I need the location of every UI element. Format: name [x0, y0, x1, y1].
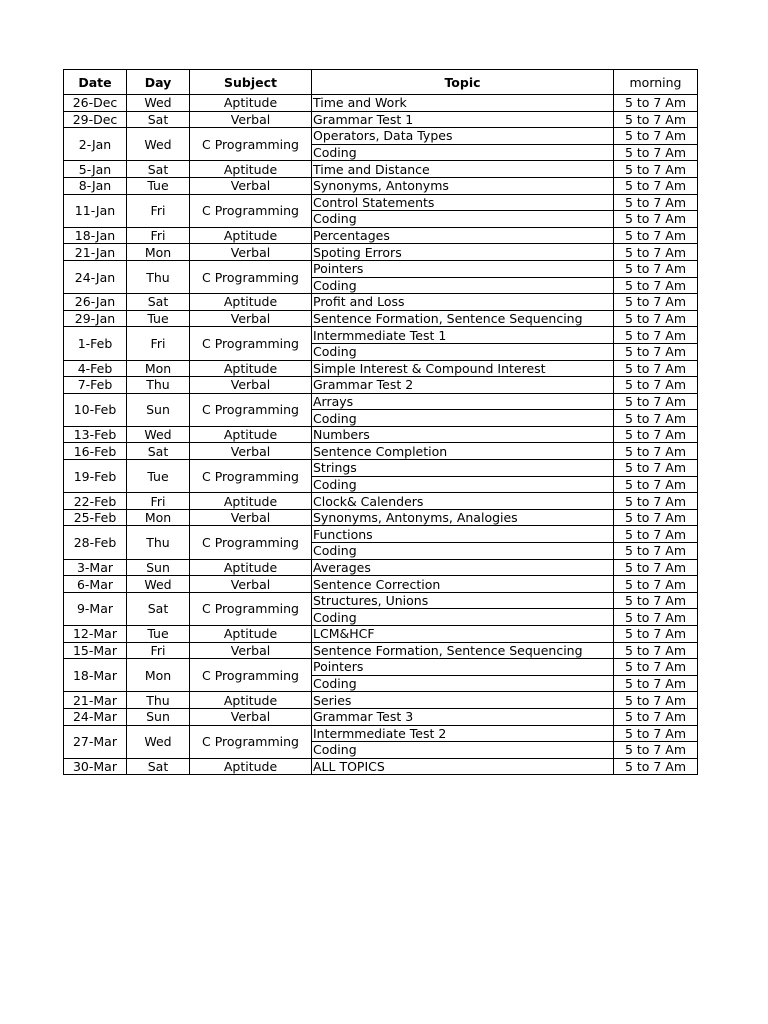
topic-cell: Sentence Formation, Sentence Sequencing — [312, 310, 614, 327]
topic-cell: Grammar Test 1 — [312, 111, 614, 128]
topic-cell: Time and Distance — [312, 161, 614, 178]
topic-cell: Intermmediate Test 1 — [312, 327, 614, 344]
time-cell: 5 to 7 Am — [614, 460, 698, 477]
topic-cell: Averages — [312, 559, 614, 576]
table-row — [64, 294, 698, 311]
topic-cell: Control Statements — [312, 194, 614, 211]
day-cell: Wed — [127, 576, 190, 593]
time-cell: 5 to 7 Am — [614, 592, 698, 609]
date-cell: 13-Feb — [64, 426, 127, 443]
topic-cell: Clock& Calenders — [312, 493, 614, 510]
subject-cell: C Programming — [190, 260, 312, 293]
table-row — [64, 377, 698, 394]
subject-cell: Aptitude — [190, 559, 312, 576]
time-cell: 5 to 7 Am — [614, 128, 698, 145]
day-cell: Fri — [127, 194, 190, 227]
day-cell: Tue — [127, 626, 190, 643]
subject-cell: Aptitude — [190, 426, 312, 443]
subject-cell: C Programming — [190, 526, 312, 559]
time-cell: 5 to 7 Am — [614, 377, 698, 394]
time-cell: 5 to 7 Am — [614, 310, 698, 327]
day-cell: Mon — [127, 244, 190, 261]
table-body — [64, 95, 698, 775]
topic-cell: Sentence Completion — [312, 443, 614, 460]
date-cell: 28-Feb — [64, 526, 127, 559]
subject-cell: C Programming — [190, 194, 312, 227]
day-cell: Fri — [127, 227, 190, 244]
topic-cell: ALL TOPICS — [312, 758, 614, 775]
subject-cell: Verbal — [190, 310, 312, 327]
topic-cell: Sentence Correction — [312, 576, 614, 593]
date-cell: 4-Feb — [64, 360, 127, 377]
time-cell: 5 to 7 Am — [614, 559, 698, 576]
day-cell: Tue — [127, 177, 190, 194]
time-cell: 5 to 7 Am — [614, 675, 698, 692]
subject-cell: C Programming — [190, 327, 312, 360]
subject-cell: Verbal — [190, 443, 312, 460]
table-row — [64, 111, 698, 128]
time-cell: 5 to 7 Am — [614, 543, 698, 560]
topic-cell: Coding — [312, 277, 614, 294]
day-cell: Mon — [127, 360, 190, 377]
day-cell: Thu — [127, 526, 190, 559]
date-cell: 29-Dec — [64, 111, 127, 128]
time-cell: 5 to 7 Am — [614, 609, 698, 626]
topic-cell: Pointers — [312, 659, 614, 676]
table-row — [64, 310, 698, 327]
time-cell: 5 to 7 Am — [614, 343, 698, 360]
time-cell: 5 to 7 Am — [614, 626, 698, 643]
table-row — [64, 692, 698, 709]
day-cell: Wed — [127, 95, 190, 112]
date-cell: 21-Jan — [64, 244, 127, 261]
time-cell: 5 to 7 Am — [614, 260, 698, 277]
topic-cell: Profit and Loss — [312, 294, 614, 311]
topic-cell: Synonyms, Antonyms, Analogies — [312, 509, 614, 526]
date-cell: 7-Feb — [64, 377, 127, 394]
topic-cell: Functions — [312, 526, 614, 543]
subject-cell: C Programming — [190, 659, 312, 692]
day-cell: Sat — [127, 592, 190, 625]
subject-cell: Aptitude — [190, 493, 312, 510]
topic-cell: Spoting Errors — [312, 244, 614, 261]
day-cell: Thu — [127, 692, 190, 709]
subject-cell: Verbal — [190, 177, 312, 194]
day-cell: Sun — [127, 393, 190, 426]
table-row — [64, 626, 698, 643]
day-cell: Sat — [127, 294, 190, 311]
day-cell: Sat — [127, 443, 190, 460]
time-cell: 5 to 7 Am — [614, 576, 698, 593]
table-row — [64, 443, 698, 460]
subject-cell: Verbal — [190, 111, 312, 128]
day-cell: Fri — [127, 327, 190, 360]
subject-cell: Verbal — [190, 642, 312, 659]
topic-cell: Grammar Test 3 — [312, 708, 614, 725]
table-row — [64, 128, 698, 145]
time-cell: 5 to 7 Am — [614, 161, 698, 178]
table-row — [64, 659, 698, 676]
date-cell: 1-Feb — [64, 327, 127, 360]
time-cell: 5 to 7 Am — [614, 725, 698, 742]
schedule-table — [63, 69, 698, 775]
table-row — [64, 393, 698, 410]
day-cell: Sun — [127, 559, 190, 576]
subject-cell: Verbal — [190, 509, 312, 526]
table-row — [64, 509, 698, 526]
topic-cell: Numbers — [312, 426, 614, 443]
topic-cell: Time and Work — [312, 95, 614, 112]
date-cell: 19-Feb — [64, 460, 127, 493]
table-row — [64, 327, 698, 344]
time-cell: 5 to 7 Am — [614, 144, 698, 161]
table-row — [64, 493, 698, 510]
topic-cell: Coding — [312, 543, 614, 560]
time-cell: 5 to 7 Am — [614, 742, 698, 759]
subject-cell: Verbal — [190, 244, 312, 261]
day-cell: Tue — [127, 460, 190, 493]
table-row — [64, 227, 698, 244]
topic-cell: LCM&HCF — [312, 626, 614, 643]
subject-cell: Aptitude — [190, 294, 312, 311]
day-cell: Wed — [127, 426, 190, 443]
day-cell: Wed — [127, 725, 190, 758]
table-row — [64, 576, 698, 593]
topic-cell: Coding — [312, 144, 614, 161]
topic-cell: Pointers — [312, 260, 614, 277]
date-cell: 21-Mar — [64, 692, 127, 709]
topic-cell: Sentence Formation, Sentence Sequencing — [312, 642, 614, 659]
time-cell: 5 to 7 Am — [614, 758, 698, 775]
time-cell: 5 to 7 Am — [614, 410, 698, 427]
day-cell: Tue — [127, 310, 190, 327]
time-cell: 5 to 7 Am — [614, 393, 698, 410]
topic-cell: Intermmediate Test 2 — [312, 725, 614, 742]
table-row — [64, 95, 698, 112]
header-date: Date — [64, 70, 127, 95]
topic-cell: Coding — [312, 609, 614, 626]
subject-cell: Verbal — [190, 576, 312, 593]
topic-cell: Coding — [312, 211, 614, 228]
table-row — [64, 526, 698, 543]
time-cell: 5 to 7 Am — [614, 659, 698, 676]
topic-cell: Coding — [312, 675, 614, 692]
table-row — [64, 194, 698, 211]
time-cell: 5 to 7 Am — [614, 493, 698, 510]
day-cell: Thu — [127, 377, 190, 394]
subject-cell: Verbal — [190, 708, 312, 725]
table-row — [64, 725, 698, 742]
date-cell: 18-Jan — [64, 227, 127, 244]
day-cell: Sun — [127, 708, 190, 725]
topic-cell: Grammar Test 2 — [312, 377, 614, 394]
header-day: Day — [127, 70, 190, 95]
subject-cell: Verbal — [190, 377, 312, 394]
date-cell: 5-Jan — [64, 161, 127, 178]
date-cell: 26-Jan — [64, 294, 127, 311]
day-cell: Sat — [127, 758, 190, 775]
topic-cell: Coding — [312, 343, 614, 360]
date-cell: 9-Mar — [64, 592, 127, 625]
subject-cell: Aptitude — [190, 360, 312, 377]
table-row — [64, 642, 698, 659]
time-cell: 5 to 7 Am — [614, 526, 698, 543]
date-cell: 18-Mar — [64, 659, 127, 692]
topic-cell: Operators, Data Types — [312, 128, 614, 145]
topic-cell: Arrays — [312, 393, 614, 410]
subject-cell: Aptitude — [190, 95, 312, 112]
day-cell: Mon — [127, 509, 190, 526]
time-cell: 5 to 7 Am — [614, 327, 698, 344]
header-time: morning — [614, 70, 698, 95]
date-cell: 6-Mar — [64, 576, 127, 593]
topic-cell: Series — [312, 692, 614, 709]
subject-cell: C Programming — [190, 460, 312, 493]
day-cell: Sat — [127, 161, 190, 178]
time-cell: 5 to 7 Am — [614, 95, 698, 112]
topic-cell: Coding — [312, 410, 614, 427]
day-cell: Sat — [127, 111, 190, 128]
table-row — [64, 426, 698, 443]
table-row — [64, 260, 698, 277]
date-cell: 30-Mar — [64, 758, 127, 775]
time-cell: 5 to 7 Am — [614, 642, 698, 659]
time-cell: 5 to 7 Am — [614, 443, 698, 460]
subject-cell: Aptitude — [190, 758, 312, 775]
table-row — [64, 177, 698, 194]
topic-cell: Synonyms, Antonyms — [312, 177, 614, 194]
table-row — [64, 592, 698, 609]
date-cell: 2-Jan — [64, 128, 127, 161]
table-row — [64, 244, 698, 261]
date-cell: 24-Mar — [64, 708, 127, 725]
day-cell: Fri — [127, 493, 190, 510]
time-cell: 5 to 7 Am — [614, 177, 698, 194]
subject-cell: Aptitude — [190, 692, 312, 709]
subject-cell: C Programming — [190, 128, 312, 161]
date-cell: 15-Mar — [64, 642, 127, 659]
date-cell: 11-Jan — [64, 194, 127, 227]
time-cell: 5 to 7 Am — [614, 194, 698, 211]
date-cell: 8-Jan — [64, 177, 127, 194]
day-cell: Wed — [127, 128, 190, 161]
time-cell: 5 to 7 Am — [614, 211, 698, 228]
time-cell: 5 to 7 Am — [614, 509, 698, 526]
date-cell: 29-Jan — [64, 310, 127, 327]
time-cell: 5 to 7 Am — [614, 111, 698, 128]
topic-cell: Coding — [312, 476, 614, 493]
date-cell: 12-Mar — [64, 626, 127, 643]
topic-cell: Percentages — [312, 227, 614, 244]
day-cell: Thu — [127, 260, 190, 293]
subject-cell: Aptitude — [190, 161, 312, 178]
topic-cell: Coding — [312, 742, 614, 759]
date-cell: 16-Feb — [64, 443, 127, 460]
subject-cell: C Programming — [190, 592, 312, 625]
time-cell: 5 to 7 Am — [614, 476, 698, 493]
date-cell: 27-Mar — [64, 725, 127, 758]
subject-cell: C Programming — [190, 725, 312, 758]
table-row — [64, 161, 698, 178]
date-cell: 10-Feb — [64, 393, 127, 426]
date-cell: 26-Dec — [64, 95, 127, 112]
time-cell: 5 to 7 Am — [614, 426, 698, 443]
time-cell: 5 to 7 Am — [614, 294, 698, 311]
time-cell: 5 to 7 Am — [614, 227, 698, 244]
date-cell: 22-Feb — [64, 493, 127, 510]
subject-cell: Aptitude — [190, 626, 312, 643]
date-cell: 3-Mar — [64, 559, 127, 576]
time-cell: 5 to 7 Am — [614, 692, 698, 709]
topic-cell: Simple Interest & Compound Interest — [312, 360, 614, 377]
header-topic: Topic — [312, 70, 614, 95]
table-header — [64, 70, 698, 95]
topic-cell: Structures, Unions — [312, 592, 614, 609]
time-cell: 5 to 7 Am — [614, 360, 698, 377]
table-row — [64, 460, 698, 477]
time-cell: 5 to 7 Am — [614, 244, 698, 261]
table-row — [64, 708, 698, 725]
day-cell: Fri — [127, 642, 190, 659]
date-cell: 25-Feb — [64, 509, 127, 526]
subject-cell: Aptitude — [190, 227, 312, 244]
table-row — [64, 360, 698, 377]
subject-cell: C Programming — [190, 393, 312, 426]
header-subject: Subject — [190, 70, 312, 95]
time-cell: 5 to 7 Am — [614, 708, 698, 725]
table-row — [64, 559, 698, 576]
time-cell: 5 to 7 Am — [614, 277, 698, 294]
topic-cell: Strings — [312, 460, 614, 477]
table-row — [64, 758, 698, 775]
date-cell: 24-Jan — [64, 260, 127, 293]
header-row — [64, 70, 698, 95]
day-cell: Mon — [127, 659, 190, 692]
